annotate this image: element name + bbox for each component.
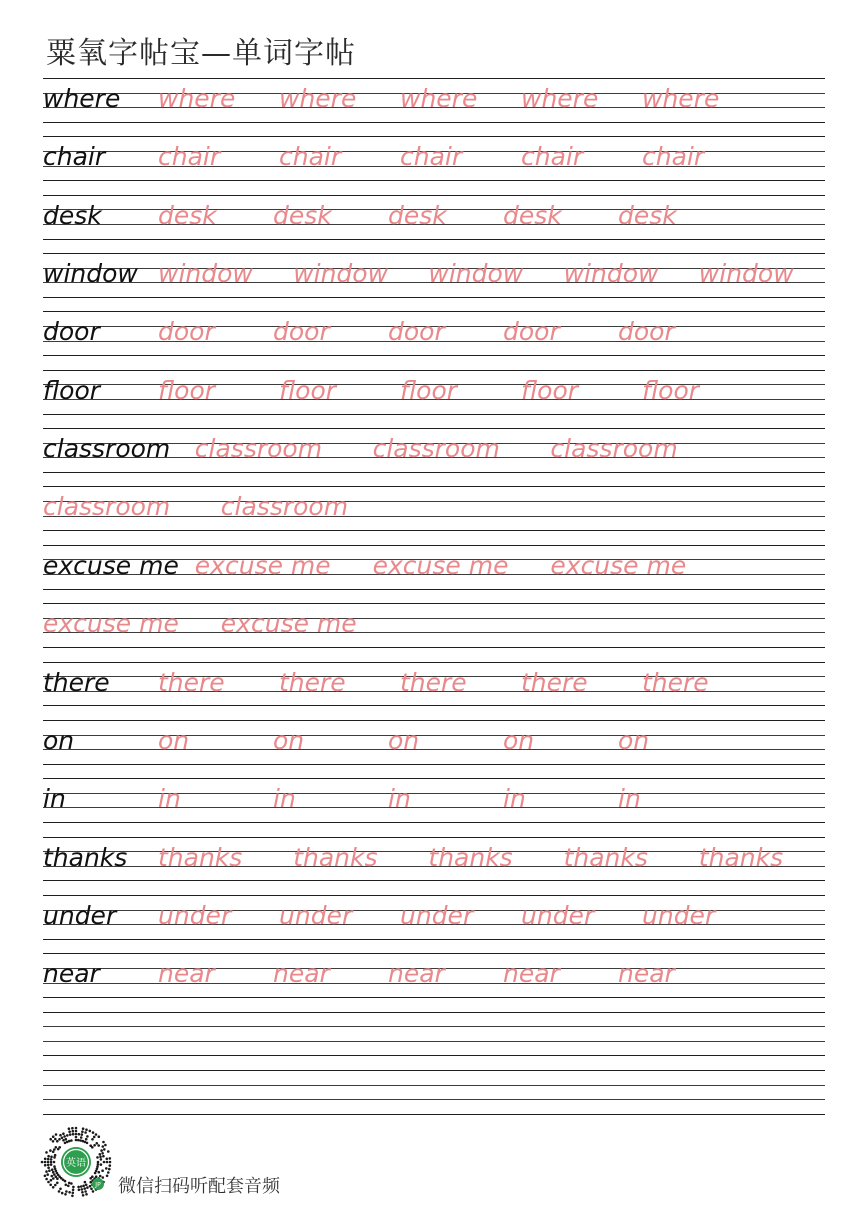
model-word: near — [43, 959, 100, 989]
trace-word: classroom — [550, 434, 678, 464]
ruled-line — [43, 370, 825, 371]
ruled-line — [43, 530, 825, 531]
ruled-line — [43, 195, 825, 196]
trace-word: thanks — [563, 842, 648, 872]
trace-word: door — [388, 317, 445, 347]
trace-word: excuse me — [43, 609, 179, 639]
ruled-line — [43, 122, 825, 123]
trace-word: excuse me — [220, 609, 357, 639]
trace-word: near — [388, 959, 445, 989]
trace-word: on — [158, 725, 190, 755]
trace-word: chair — [158, 142, 221, 172]
trace-word: in — [158, 784, 181, 814]
ruled-line — [43, 589, 825, 590]
model-word: there — [43, 667, 110, 697]
trace-word: near — [503, 959, 560, 989]
model-word: on — [43, 725, 75, 755]
trace-word: chair — [642, 142, 705, 172]
trace-word: where — [279, 84, 357, 113]
ruled-line — [43, 880, 825, 881]
trace-word: there — [521, 667, 588, 697]
trace-word: chair — [400, 142, 463, 172]
ruled-line — [43, 895, 825, 896]
ruled-line — [43, 764, 825, 765]
trace-word: door — [158, 317, 215, 347]
trace-word: chair — [521, 142, 584, 172]
trace-word: under — [521, 900, 595, 930]
trace-word: window — [293, 259, 389, 289]
footer — [40, 1126, 340, 1198]
trace-word: desk — [618, 200, 677, 230]
ruled-line — [43, 486, 825, 487]
trace-word: thanks — [293, 842, 378, 872]
ruled-line — [43, 1085, 825, 1086]
ruled-line — [43, 180, 825, 181]
trace-word: there — [279, 667, 346, 697]
ruled-line — [43, 297, 825, 298]
trace-word: thanks — [428, 842, 513, 872]
trace-word: classroom — [220, 492, 349, 522]
trace-word: window — [428, 259, 524, 289]
ruled-line — [43, 1114, 825, 1115]
qr-code-icon[interactable] — [40, 1126, 112, 1198]
ruled-line — [43, 472, 825, 473]
model-word: under — [43, 900, 117, 930]
ruled-line — [43, 414, 825, 415]
ruled-line — [43, 1026, 825, 1027]
ruled-line — [43, 778, 825, 779]
ruled-line — [43, 355, 825, 356]
trace-word: under — [400, 900, 474, 930]
ruled-line — [43, 837, 825, 838]
trace-word: there — [400, 667, 467, 697]
trace-word: classroom — [194, 434, 323, 464]
trace-word: in — [273, 784, 296, 814]
ruled-line — [43, 822, 825, 823]
ruled-line — [43, 253, 825, 254]
model-word: window — [43, 259, 138, 289]
qr-badge-label: 英语 — [66, 1158, 86, 1169]
ruled-line — [43, 953, 825, 954]
trace-word: classroom — [43, 492, 171, 522]
trace-word: window — [698, 259, 794, 289]
ruled-line — [43, 705, 825, 706]
qr-caption: 微信扫码听配套音频 — [118, 1176, 280, 1197]
model-word: in — [43, 784, 66, 814]
trace-word: near — [158, 959, 215, 989]
trace-word: there — [642, 667, 709, 697]
trace-word: floor — [400, 375, 458, 405]
trace-word: excuse me — [194, 550, 331, 580]
ruled-line — [43, 662, 825, 663]
trace-word: on — [618, 725, 650, 755]
trace-word: desk — [273, 200, 332, 230]
trace-word: on — [273, 725, 305, 755]
trace-word: thanks — [698, 842, 784, 872]
ruled-line — [43, 997, 825, 998]
trace-word: on — [503, 725, 535, 755]
model-word: desk — [43, 200, 102, 230]
trace-word: floor — [279, 375, 337, 405]
ruled-line — [43, 1099, 825, 1100]
page-title: 粟氧字帖宝—单词字帖 — [46, 36, 356, 71]
trace-word: where — [642, 84, 720, 113]
trace-word: there — [158, 667, 225, 697]
ruled-line — [43, 720, 825, 721]
ruled-line — [43, 136, 825, 137]
ruled-line — [43, 939, 825, 940]
trace-word: classroom — [372, 434, 500, 464]
trace-word: excuse me — [372, 550, 509, 580]
model-word: chair — [43, 142, 106, 172]
trace-word: under — [158, 900, 232, 930]
trace-word: excuse me — [550, 550, 687, 580]
model-word: floor — [43, 375, 101, 405]
trace-word: floor — [158, 375, 216, 405]
trace-word: chair — [279, 142, 342, 172]
trace-word: desk — [503, 200, 562, 230]
ruled-line — [43, 428, 825, 429]
trace-word: where — [521, 84, 599, 113]
trace-word: where — [400, 84, 478, 113]
ruled-line — [43, 1070, 825, 1071]
trace-word: floor — [521, 375, 579, 405]
model-word: classroom — [43, 434, 171, 464]
ruled-line — [43, 78, 825, 79]
ruled-line — [43, 603, 825, 604]
trace-word: door — [618, 317, 675, 347]
trace-word: desk — [388, 200, 447, 230]
trace-word: window — [158, 259, 253, 289]
trace-word: on — [388, 725, 420, 755]
trace-word: floor — [642, 375, 700, 405]
model-word: excuse me — [43, 550, 179, 580]
qr-corner-label: JP — [95, 1181, 101, 1189]
trace-word: in — [618, 784, 641, 814]
trace-word: window — [563, 259, 659, 289]
trace-word: desk — [158, 200, 217, 230]
ruled-line — [43, 239, 825, 240]
trace-word: in — [503, 784, 526, 814]
ruled-line — [43, 545, 825, 546]
trace-word: door — [273, 317, 330, 347]
trace-word: near — [618, 959, 675, 989]
trace-word: where — [158, 84, 236, 113]
trace-word: in — [388, 784, 411, 814]
trace-word: thanks — [158, 842, 243, 872]
ruled-line — [43, 647, 825, 648]
trace-word: under — [279, 900, 353, 930]
model-word: thanks — [43, 842, 128, 872]
trace-word: near — [273, 959, 330, 989]
ruled-line — [43, 1041, 825, 1042]
ruled-line — [43, 1055, 825, 1056]
trace-word: door — [503, 317, 560, 347]
ruled-line — [43, 1012, 825, 1013]
ruled-line — [43, 311, 825, 312]
model-word: door — [43, 317, 100, 347]
model-word: where — [43, 84, 121, 113]
worksheet — [43, 0, 825, 1227]
trace-word: under — [642, 900, 716, 930]
